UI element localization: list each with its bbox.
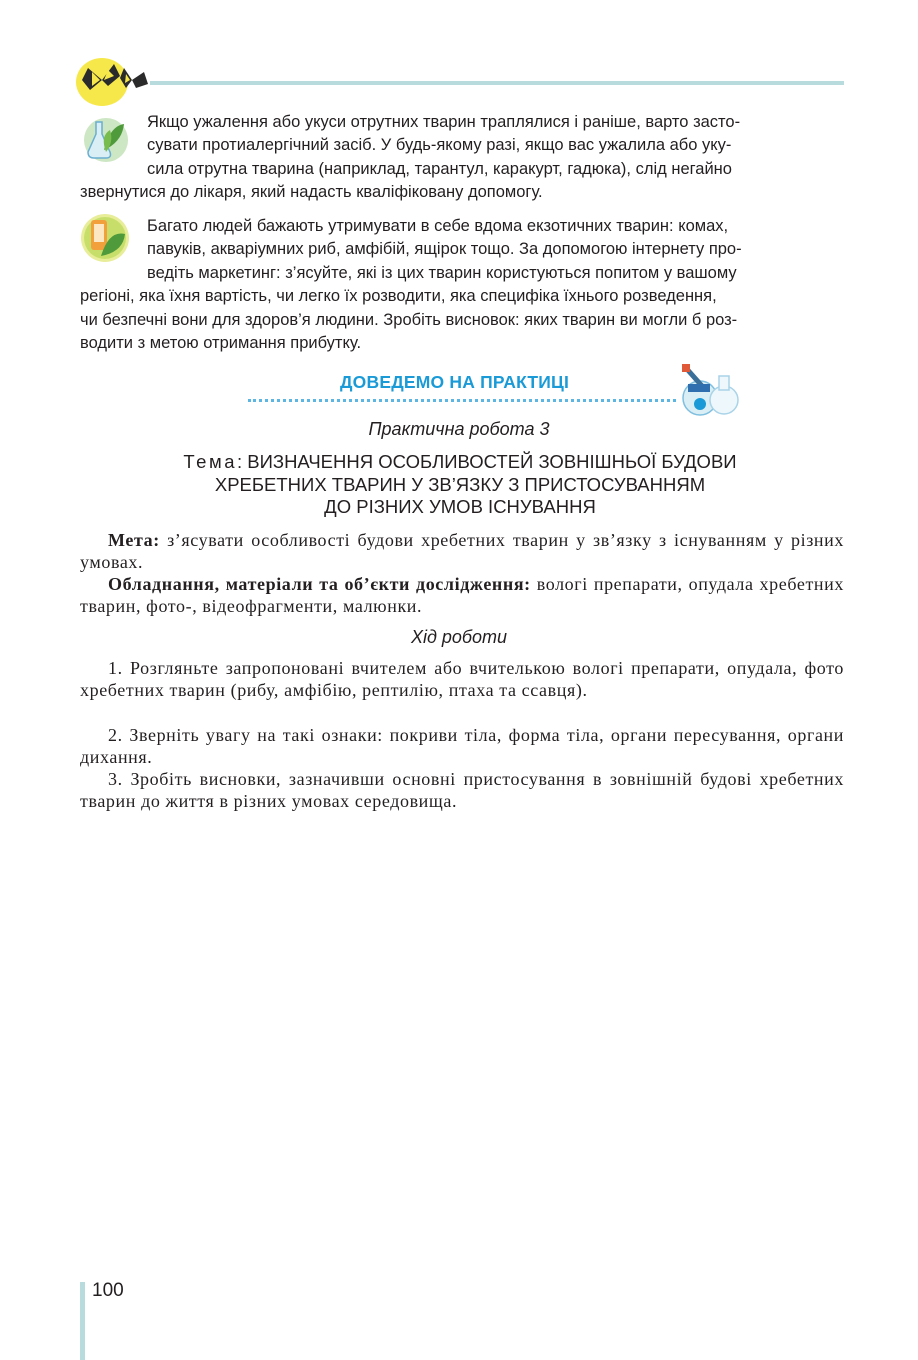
goal-paragraph: Мета: з’ясувати особливості будови хребетних тварин у зв’язку з існуванням у різних умовах.	[80, 530, 844, 572]
workflow-title: Хід роботи	[410, 627, 508, 647]
header-rule	[150, 81, 844, 85]
step-3: 3. Зробіть висновки, зазначивши основні пристосування в зовнішній будові хребетних тварин до життя в різних умовах середовища.	[80, 769, 844, 811]
butterflies-logo-icon	[68, 50, 152, 110]
section-title: ДОВЕДЕМО НА ПРАКТИЦІ	[340, 372, 570, 392]
equipment-paragraph: Обладнання, матеріали та об’єкти дослідження: вологі препарати, опудала хребетних тварин, фото-, відеофрагменти, малюнки.	[80, 574, 844, 616]
allergy-note-text: Якщо ужалення або укуси отрутних тварин траплялися і раніше, варто засто- сувати протиалергічний засіб. У будь-якому разі, якщо вас ужалила або уку- сила отрутна тварина (наприклад, тарантул, каракурт, гадюка), слід негайно звернутися до лікаря, який надасть кваліфіковану допомогу.	[80, 113, 741, 202]
page-number: 100	[92, 1280, 124, 1301]
section-divider	[248, 399, 676, 402]
step-1: 1. Розгляньте запропоновані вчителем або вчителькою вологі препарати, опудала, фото хребетних тварин (рибу, амфібію, рептилію, птаха та ссавця).	[80, 658, 844, 700]
marketing-note-text: Багато людей бажають утримувати в себе вдома екзотичних тварин: комах, павуків, акваріумних риб, амфібій, ящірок тощо. За допомогою інтернету про- ведіть маркетинг: з’ясуйте, які із цих тварин користуються попитом у вашому регіоні, яка їхня вартість, чи легко їх розводити, яка специфіка їхнього розведення, чи безпечні вони для здоров’я людини. Зробіть висновок: яких тварин ви могли б роз- водити з метою отримання прибутку.	[80, 217, 742, 353]
lab-equipment-icon	[672, 362, 742, 416]
practical-work-title: Практична робота 3	[368, 419, 550, 439]
step-2: 2. Зверніть увагу на такі ознаки: покриви тіла, форма тіла, органи пересування, органи дихання.	[80, 725, 844, 767]
practical-topic: Тема: ВИЗНАЧЕННЯ ОСОБЛИВОСТЕЙ ЗОВНІШНЬОЇ БУДОВИ ХРЕБЕТНИХ ТВАРИН У ЗВ’ЯЗКУ З ПРИСТОСУВАННЯМ ДО РІЗНИХ УМОВ ІСНУВАННЯ	[183, 451, 737, 517]
page-margin-bar	[80, 1282, 85, 1360]
